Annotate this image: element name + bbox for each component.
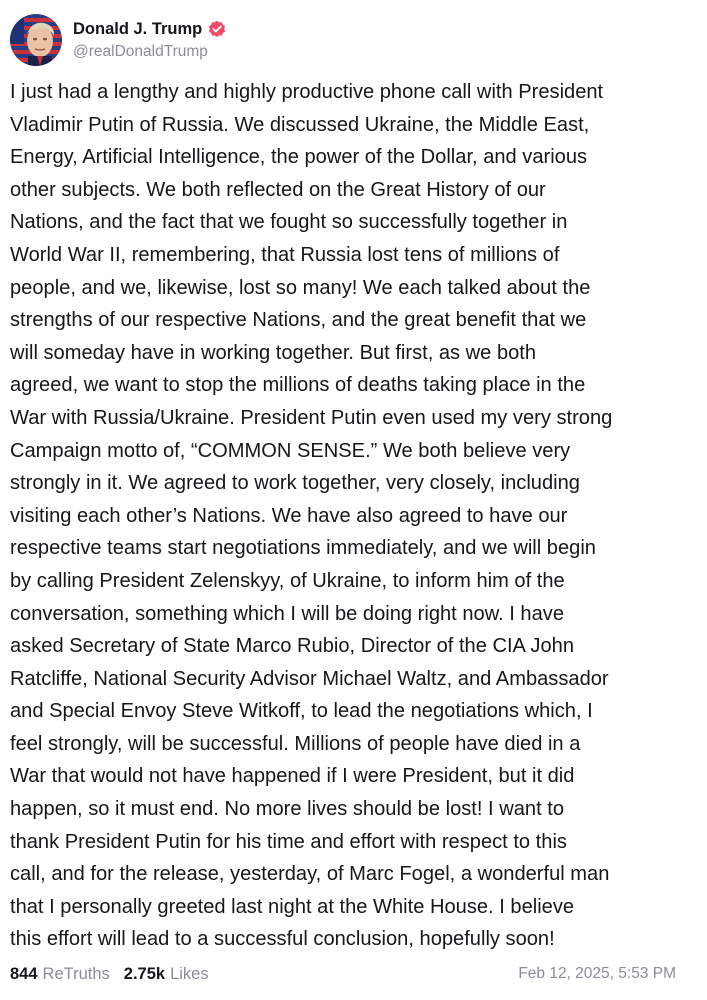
verified-badge-icon — [208, 20, 226, 38]
avatar[interactable] — [10, 14, 62, 66]
post-body-text: I just had a lengthy and highly productive phone call with President Vladimir Putin of Russia. We discussed Ukraine, the Middle East, Energy, Artificial Intelligence, the power of the Dollar, and various other subjects. We both reflected on the Great History of our Nations, and the fact that we fought so successfully together in World War II, remembering, that Russia lost tens of millions of people, and we, likewise, lost so many! We each talked about the strengths of our respective Nations, and the great benefit that we will someday have in working together. But first, as we both agreed, we want to stop the millions of deaths taking place in the War with Russia/Ukraine. President Putin even used my very strong Campaign motto of, “COMMON SENSE.” We both believe very strongly in it. We agreed to work together, very closely, including visiting each other’s Nations. We have also agreed to have our respective teams start negotiations immediately, and we will begin by calling President Zelenskyy, of Ukraine, to inform him of the conversation, something which I will be doing right now. I have asked Secretary of State Marco Rubio, Director of the CIA John Ratcliffe, National Security Advisor Michael Waltz, and Ambassador and Special Envoy Steve Witkoff, to lead the negotiations which, I feel strongly, will be successful. Millions of people have died in a War that would not have happened if I were President, but it did happen, so it must end. No more lives should be lost! I want to thank President Putin for his time and effort with respect to this call, and for the release, yesterday, of Marc Fogel, a wonderful man that I personally greeted last night at the White House. I believe this effort will lead to a successful conclusion, hopefully soon! — [10, 81, 613, 951]
retruths-label: ReTruths — [42, 964, 110, 983]
retruths-count: 844 — [10, 964, 38, 983]
avatar-image — [10, 14, 62, 66]
author-identity — [73, 14, 226, 61]
retruths-stat[interactable] — [10, 965, 110, 984]
likes-label: Likes — [170, 964, 209, 983]
post-timestamp[interactable]: Feb 12, 2025, 5:53 PM — [518, 965, 676, 982]
likes-count: 2.75k — [123, 964, 166, 983]
likes-stat[interactable] — [124, 965, 209, 984]
post-header — [10, 14, 226, 66]
author-handle[interactable]: @realDonaldTrump — [73, 43, 208, 60]
post-footer — [10, 962, 676, 986]
author-display-name[interactable]: Donald J. Trump — [73, 19, 203, 38]
name-row — [73, 18, 226, 40]
